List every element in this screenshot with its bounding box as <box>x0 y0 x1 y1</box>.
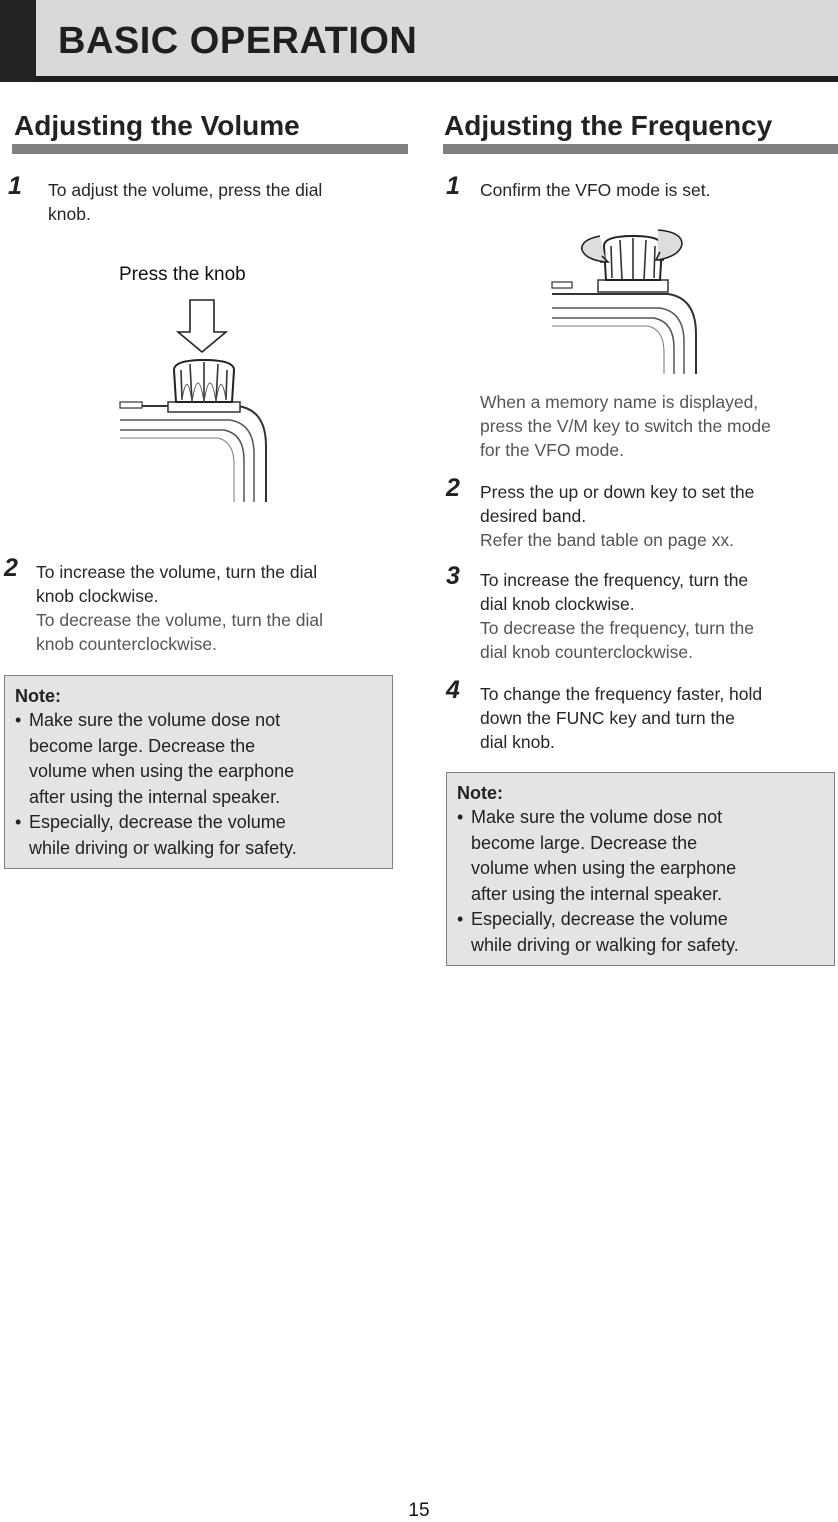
volume-note-box <box>4 675 393 869</box>
page-title: BASIC OPERATION <box>58 20 418 62</box>
page-number: 15 <box>408 1500 430 1521</box>
frequency-section-title: Adjusting the Frequency <box>444 110 773 141</box>
rotate-left-arrow-icon <box>582 236 606 262</box>
note-title: Note: <box>15 686 61 706</box>
step-number: 4 <box>446 676 460 704</box>
press-knob-caption: Press the knob <box>119 264 246 285</box>
rotate-right-arrow-icon <box>658 230 682 260</box>
note-item: • Make sure the volume dose not become large. Decrease the volume when using the earphone after using the internal speaker. <box>15 710 295 807</box>
radio-knob-rotate-illustration <box>550 222 700 374</box>
radio-knob-press-illustration <box>118 298 268 502</box>
header-rule <box>36 76 838 82</box>
page-header <box>0 0 838 82</box>
step-number: 1 <box>8 172 22 200</box>
volume-section-rule <box>12 144 408 154</box>
step-number: 3 <box>446 562 460 590</box>
header-black-block <box>0 0 36 82</box>
note-item: • Especially, decrease the volume while driving or walking for safety. <box>457 909 739 955</box>
note-item: • Especially, decrease the volume while driving or walking for safety. <box>15 812 297 858</box>
note-title: Note: <box>457 783 503 803</box>
frequency-section-rule <box>443 144 838 154</box>
step-number: 2 <box>446 474 460 502</box>
step-number: 1 <box>446 172 460 200</box>
note-item: • Make sure the volume dose not become large. Decrease the volume when using the earphone after using the internal speaker. <box>457 807 737 904</box>
down-arrow-icon <box>178 300 226 352</box>
frequency-note-box <box>446 772 835 966</box>
step-number: 2 <box>4 554 18 582</box>
volume-section-title: Adjusting the Volume <box>14 110 300 141</box>
